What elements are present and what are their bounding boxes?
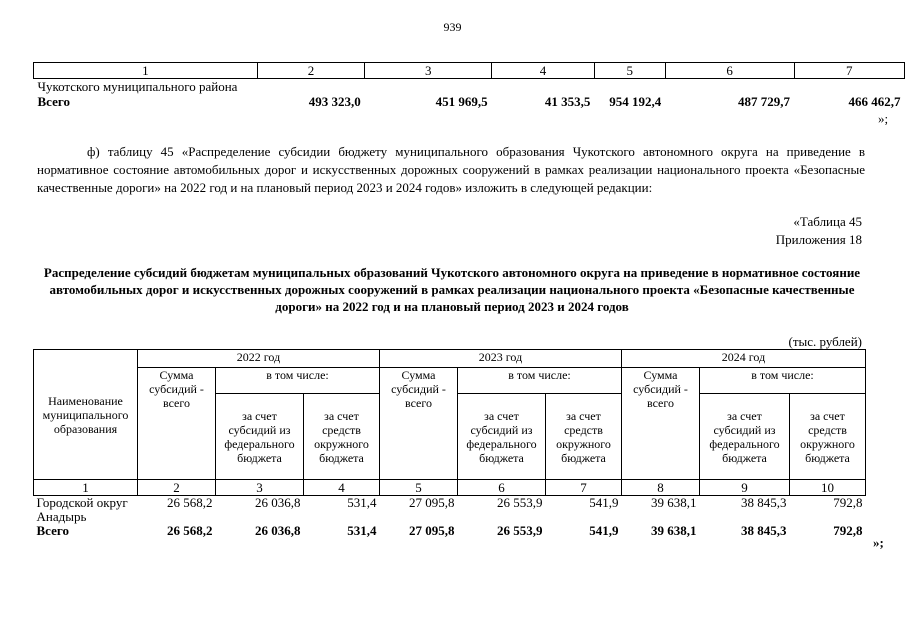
header-sum-row	[34, 368, 866, 394]
total-value: 26 553,9	[497, 523, 543, 538]
closing-quote: »;	[873, 535, 884, 550]
table-row	[34, 79, 905, 95]
col-number: 7	[546, 480, 622, 496]
total-value: 466 462,7	[848, 94, 901, 109]
col-number: 5	[380, 480, 458, 496]
col-number: 4	[492, 63, 595, 79]
total-row	[34, 94, 905, 109]
year-header: 2023 год	[380, 350, 622, 368]
cell-value: 26 553,9	[497, 495, 543, 510]
okr-header: за счет средств окружного бюджета	[304, 394, 380, 480]
fed-header: за счет субсидий из федерального бюджета	[458, 394, 546, 480]
cell-value: 792,8	[833, 495, 863, 510]
cell-value: 531,4	[347, 495, 377, 510]
sum-header: Сумма субсидий - всего	[622, 368, 700, 480]
fed-header: за счет субсидий из федерального бюджета	[700, 394, 790, 480]
total-value: 451 969,5	[435, 94, 488, 109]
column-number-row	[34, 480, 866, 496]
col-number: 8	[622, 480, 700, 496]
closing-quote: »;	[878, 111, 889, 126]
fed-header: за счет субсидий из федерального бюджета	[216, 394, 304, 480]
amendment-paragraph: ф) таблицу 45 «Распределение субсидии бюджету муниципального образования Чукотского автономного округа на приведение в нормативное состояние автомобильных дорог и искусственных дорожных сооружений в рамках реализации национального проекта «Безопасные качественные дороги» на 2022 год и на плановый период 2023 и 2024 годов» изложить в следующей редакции:	[37, 144, 865, 195]
col-number: 2	[138, 480, 216, 496]
continued-table	[33, 62, 905, 109]
table-title: Распределение субсидий бюджетам муниципальных образований Чукотского автономного округа на приведение в нормативное состояние автомобильных дорог и искусственных дорожных сооружений в рамках реализации национального проекта «Безопасные качественные дороги» на 2022 год и на плановый период 2023 и 2024 годов	[43, 265, 861, 314]
incl-header: в том числе:	[700, 368, 866, 394]
year-header: 2022 год	[138, 350, 380, 368]
okr-header: за счет средств окружного бюджета	[790, 394, 866, 480]
total-value: 27 095,8	[409, 523, 455, 538]
col-number: 7	[794, 63, 905, 79]
col-number: 4	[304, 480, 380, 496]
caption-table-number: «Таблица 45	[793, 214, 862, 229]
col-number: 1	[34, 63, 258, 79]
cell-value: 39 638,1	[651, 495, 697, 510]
col-number: 5	[594, 63, 665, 79]
total-value: 493 323,0	[308, 94, 361, 109]
total-value: 541,9	[589, 523, 619, 538]
cell-value: 38 845,3	[741, 495, 787, 510]
cell-value: 541,9	[589, 495, 619, 510]
column-number-row	[34, 63, 905, 79]
total-value: 26 568,2	[167, 523, 213, 538]
okr-header: за счет средств окружного бюджета	[546, 394, 622, 480]
total-value: 531,4	[347, 523, 377, 538]
cell-value: 26 036,8	[255, 495, 301, 510]
incl-header: в том числе:	[458, 368, 622, 394]
total-value: 954 192,4	[609, 94, 662, 109]
col-number: 3	[365, 63, 492, 79]
col-number: 10	[790, 480, 866, 496]
name-header: Наименование муниципального образования	[34, 350, 138, 480]
total-value: 38 845,3	[741, 523, 787, 538]
subsidy-table	[33, 349, 866, 538]
cell-value: 26 568,2	[167, 495, 213, 510]
page-number: 939	[443, 20, 462, 34]
total-label: Всего	[37, 94, 70, 109]
total-value: 792,8	[833, 523, 863, 538]
incl-header: в том числе:	[216, 368, 380, 394]
municipality-name: Городской округ Анадырь	[36, 495, 128, 524]
municipality-name: Чукотского муниципального района	[37, 79, 238, 94]
total-value: 26 036,8	[255, 523, 301, 538]
total-value: 487 729,7	[738, 94, 790, 109]
table-row	[34, 496, 866, 525]
units-label: (тыс. рублей)	[788, 334, 862, 349]
total-label: Всего	[36, 523, 69, 538]
col-number: 6	[458, 480, 546, 496]
col-number: 3	[216, 480, 304, 496]
col-number: 1	[34, 480, 138, 496]
total-value: 39 638,1	[651, 523, 697, 538]
sum-header: Сумма субсидий - всего	[380, 368, 458, 480]
total-value: 41 353,5	[544, 94, 591, 109]
caption-appendix: Приложения 18	[775, 232, 862, 247]
table-caption	[776, 213, 862, 249]
header-years-row	[34, 350, 866, 368]
cell-value: 27 095,8	[409, 495, 455, 510]
total-row	[34, 524, 866, 538]
col-number: 9	[700, 480, 790, 496]
col-number: 2	[257, 63, 365, 79]
sum-header: Сумма субсидий - всего	[138, 368, 216, 480]
year-header: 2024 год	[622, 350, 866, 368]
col-number: 6	[665, 63, 794, 79]
